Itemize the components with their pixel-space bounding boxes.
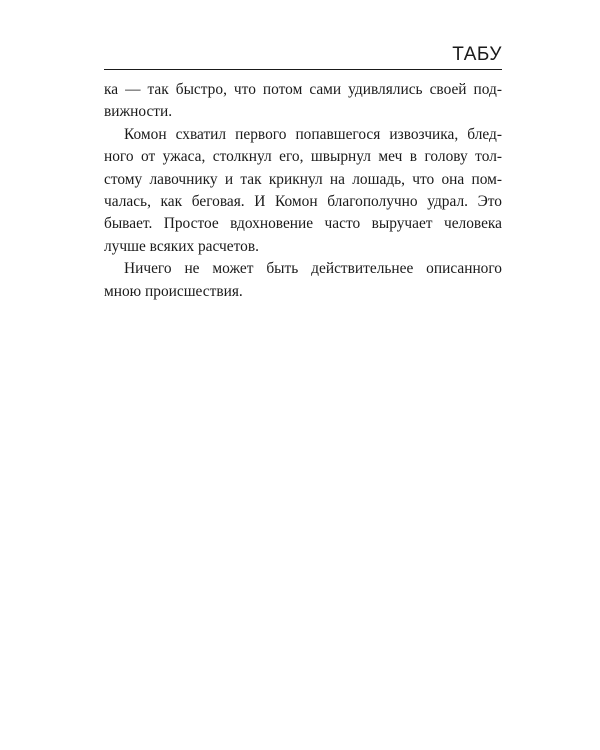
text-line: мною происшествия. — [104, 282, 243, 300]
text-line: ного от ужаса, столкнул его, швырнул меч в голову тол- — [104, 148, 502, 166]
body-text — [104, 79, 502, 303]
text-line: Комон схватил первого попавшегося извозчика, блед- — [124, 125, 502, 143]
text-line: стому лавочнику и так крикнул на лошадь, что она пом- — [104, 170, 502, 188]
text-line: чалась, как беговая. И Комон благополучно удрал. Это — [104, 192, 502, 210]
text-line: Ничего не может быть действительнее описанного — [124, 260, 502, 278]
text-line: вижности. — [104, 103, 173, 121]
text-line: бывает. Простое вдохновение часто выручает человека — [104, 215, 502, 233]
running-title: ТАБУ — [452, 44, 502, 65]
running-header — [104, 40, 502, 70]
text-line: ка — так быстро, что потом сами удивлялись своей под- — [104, 81, 502, 98]
header-rule — [104, 69, 502, 70]
text-line: лучше всяких расчетов. — [104, 237, 259, 255]
